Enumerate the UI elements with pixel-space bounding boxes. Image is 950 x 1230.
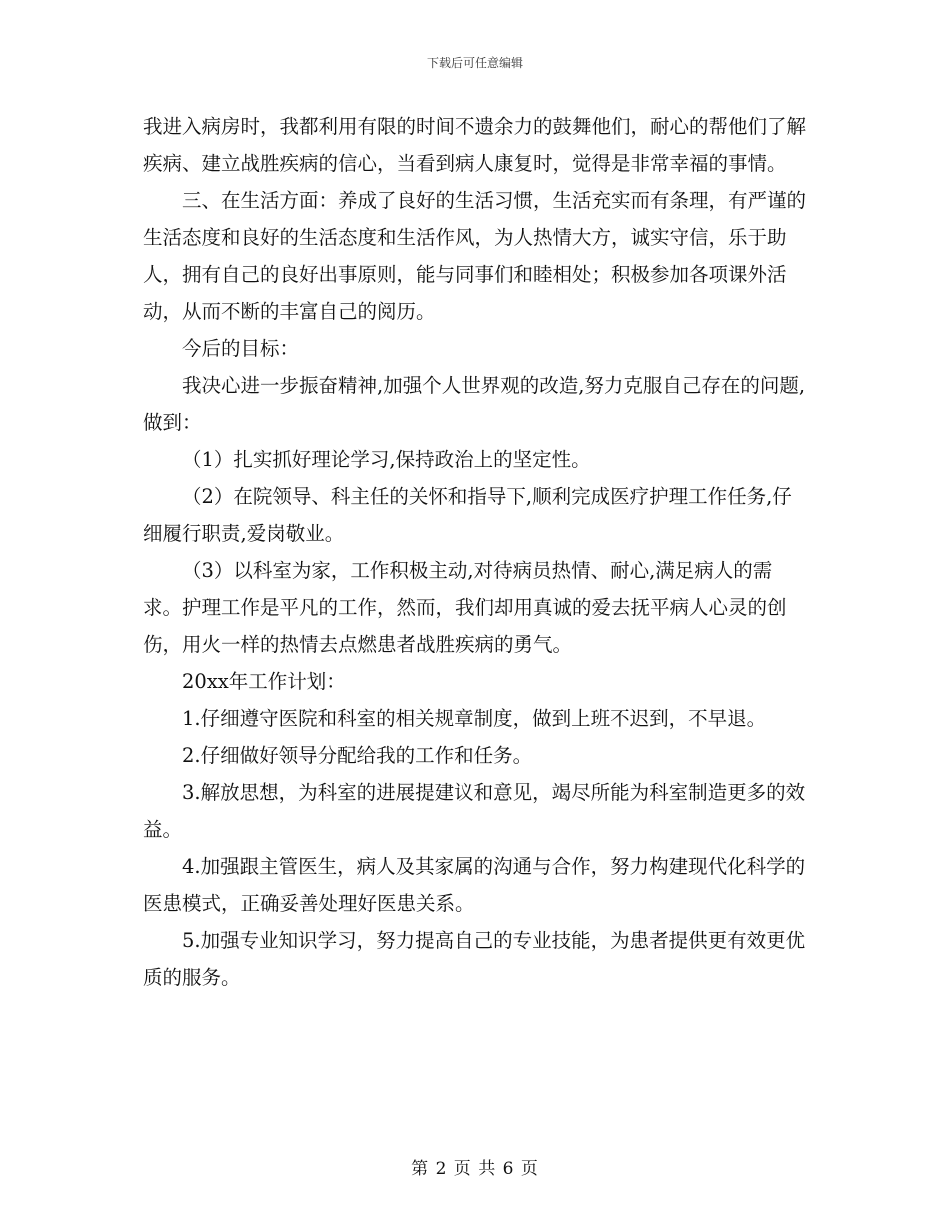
page-number: 第 2 页 共 6 页: [411, 1159, 539, 1179]
list-item: （1）扎实抓好理论学习,保持政治上的坚定性。: [182, 448, 591, 471]
list-item: （3）以科室为家，工作积极主动,对待病员热情、耐心,满足病人的需求。护理工作是平凡的工作，然而，我们却用真诚的爱去抚平病人心灵的创伤，用火一样的热情去点燃患者战胜疾病的勇气。: [143, 559, 787, 656]
paragraph: 三、在生活方面：养成了良好的生活习惯，生活充实而有条理，有严谨的生活态度和良好的生活态度和生活作风，为人热情大方，诚实守信，乐于助人，拥有自己的良好出事原则，能与同事们和睦相处；积极参加各项课外活动，从而不断的丰富自己的阅历。: [143, 189, 807, 323]
paragraph: 我进入病房时，我都利用有限的时间不遗余力的鼓舞他们，耐心的帮他们了解疾病、建立战胜疾病的信心，当看到病人康复时，觉得是非常幸福的事情。: [143, 115, 807, 175]
list-item: 5.加强专业知识学习，努力提高自己的专业技能，为患者提供更有效更优质的服务。: [143, 929, 806, 989]
document-body: [143, 108, 806, 996]
list-item: （2）在院领导、科主任的关怀和指导下,顺利完成医疗护理工作任务,仔细履行职责,爱岗敬业。: [143, 485, 792, 545]
section-heading: 20xx年工作计划：: [182, 670, 346, 693]
page-header: 下载后可任意编辑: [426, 56, 523, 70]
list-item: 3.解放思想，为科室的进展提建议和意见，竭尽所能为科室制造更多的效益。: [143, 781, 806, 841]
list-item: 1.仔细遵守医院和科室的相关规章制度，做到上班不迟到，不早退。: [182, 707, 767, 730]
list-item: 4.加强跟主管医生，病人及其家属的沟通与合作，努力构建现代化科学的医患模式，正确妥善处理好医患关系。: [143, 855, 806, 915]
list-item: 2.仔细做好领导分配给我的工作和任务。: [182, 744, 533, 767]
paragraph: 今后的目标：: [182, 337, 300, 360]
paragraph: 我决心进一步振奋精神,加强个人世界观的改造,努力克服自己存在的问题,做到：: [143, 374, 806, 434]
